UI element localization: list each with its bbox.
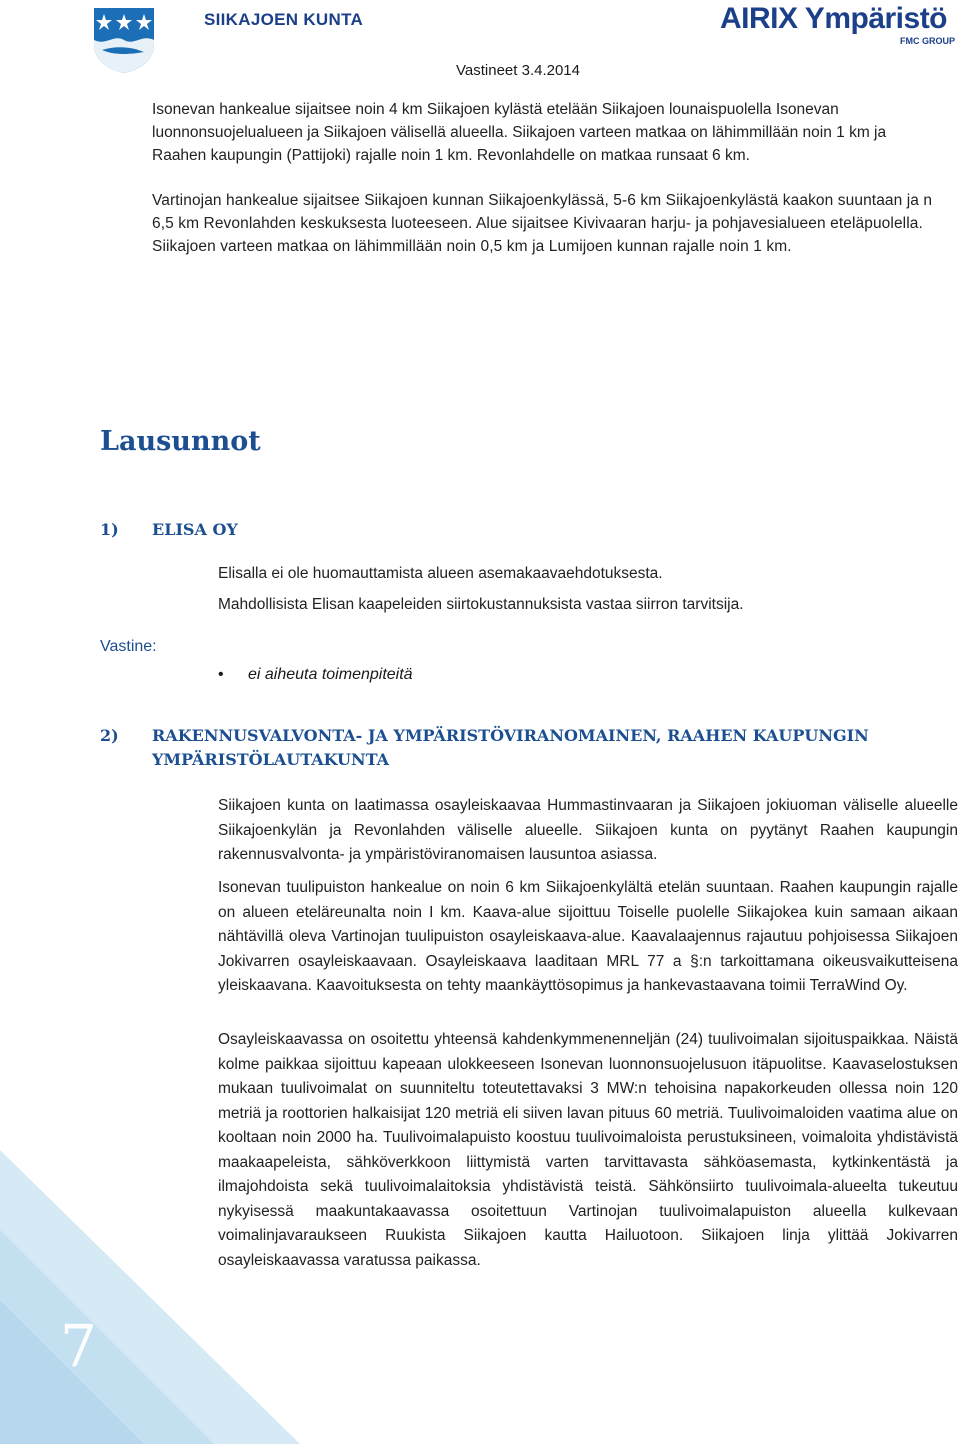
statement-2-paragraph: Isonevan tuulipuiston hankealue on noin 6 km Siikajoenkylältä etelän suuntaan. Raahen kaupungin rajalle on alueen eteläreunalta noin I km. Kaava-alue sijoittuu Toiselle puolelle Siikajokea kuin samaan aikaan nähtävillä oleva Vartinojan tuulipuiston osayleiskaava-alue. Kaavalaajennus rajautuu pohjoisessa Siikajoen Jokivarren osayleiskaavaan. Osayleiskaava laaditaan MRL 77 a §:n tarkoittamana oikeusvaikutteisena yleiskaavana. Kaavoituksesta on tehty maankäyttösopimus ja hankevastaavana toimii TerraWind Oy. — [218, 879, 958, 994]
vastine-text: ei aiheuta toimenpiteitä — [248, 666, 413, 683]
statement-number: 1) — [100, 520, 119, 539]
municipal-crest-icon — [92, 6, 156, 74]
statement-2-paragraph: Osayleiskaavassa on osoitettu yhteensä kahdenkymmenenneljän (24) tuulivoimalan sijoituspaikkaa. Näistä kolme paikkaa sijoittuu kapeaan ulokkeeseen Isonevan luonnonsuojelusuon itäpuolitse. Kaavaselostuksen mukaan tuulivoimalat on suunniteltu toteutettavaksi 3 MW:n tehoisina napakorkeuden ollessa noin 120 metriä ja roottorien halkaisijat 120 metriä eli siiven lavan pituus 60 metriä. Tuulivoimaloiden vaatima alue on kooltaan noin 2000 ha. Tuulivoimalapuisto koostuu tuulivoimaloista perustuksineen, voimaloita yhdistävistä maakaapeleista, sähköverkkoon liittymistä varten tarvittavasta sähköasemasta, kytkinkentästä ja ilmajohdoista sekä tuulivoimalaitoksia yhdistävistä teistä. Sähkönsiirto tuulivoimala-alueelta tukeutuu nykyisessä maakuntakaavassa osoitettuun Vartinojan tuulivoimalapuiston alueella kulkevaan voimalinjavaraukseen Ruukista Siikajoen kautta Hailuotoon. Siikajoen linja ylittää Jokivarren osayleiskaavassa varatussa paikassa. — [218, 1031, 958, 1269]
municipality-name: SIIKAJOEN KUNTA — [204, 10, 364, 29]
intro-paragraph-isoneva: Isonevan hankealue sijaitsee noin 4 km Siikajoen kylästä etelään Siikajoen lounaispuolella Isonevan luonnonsuojelualueen ja Siikajoen välisellä alueella. Siikajoen varteen matkaa on lähimmillään noin 1 km ja Raahen kaupungin (Pattijoki) rajalle noin 1 km. Revonlahdelle on matkaa runsaat 6 km. — [152, 101, 887, 164]
statement-heading-1 — [100, 518, 900, 542]
statement-title: RAKENNUSVALVONTA- JA YMPÄRISTÖVIRANOMAINEN, RAAHEN KAUPUNGIN YMPÄRISTÖLAUTAKUNTA — [152, 726, 869, 769]
page-header — [0, 0, 960, 90]
statement-1-paragraph: Mahdollisista Elisan kaapeleiden siirtokustannuksista vastaa siirron tarvitsija. — [218, 596, 744, 613]
statement-2-paragraph: Siikajoen kunta on laatimassa osayleiskaavaa Hummastinvaaran ja Siikajoen jokiuoman väliselle alueelle Siikajoenkylän ja Revonlahden väliselle alueelle. Siikajoen kunta on pyytänyt Raahen kaupungin rakennusvalvonta- ja ympäristöviranomaisen lausuntoa asiassa. — [218, 797, 958, 863]
statement-number: 2) — [100, 726, 119, 745]
statement-1-paragraph: Elisalla ei ole huomauttamista alueen asemakaavaehdotuksesta. — [218, 565, 663, 582]
bullet-icon: • — [218, 666, 224, 683]
page-corner-decoration — [0, 1150, 300, 1444]
vastine-label: Vastine: — [100, 638, 157, 655]
logo-main-text: AIRIX Ympäristö — [720, 2, 948, 35]
consultant-logo — [720, 2, 955, 46]
section-heading: Lausunnot — [100, 426, 261, 457]
intro-paragraph-vartinoja: Vartinojan hankealue sijaitsee Siikajoen kunnan Siikajoenkylässä, 5-6 km Siikajoenkylästä kaakon suuntaan ja n 6,5 km Revonlahden keskuksesta luoteeseen. Alue sijaitsee Kivivaaran harju- ja pohjavesialueen eteläpuolella. Siikajoen varteen matkaa on lähimmillään noin 0,5 km ja Lumijoen kunnan rajalle noin 1 km. — [152, 192, 933, 255]
statement-heading-2 — [100, 724, 960, 774]
statement-title: ELISA OY — [152, 520, 238, 539]
page-number: 7 — [60, 1312, 97, 1380]
document-date: Vastineet 3.4.2014 — [456, 62, 580, 79]
logo-sub-text: FMC GROUP — [900, 36, 955, 46]
